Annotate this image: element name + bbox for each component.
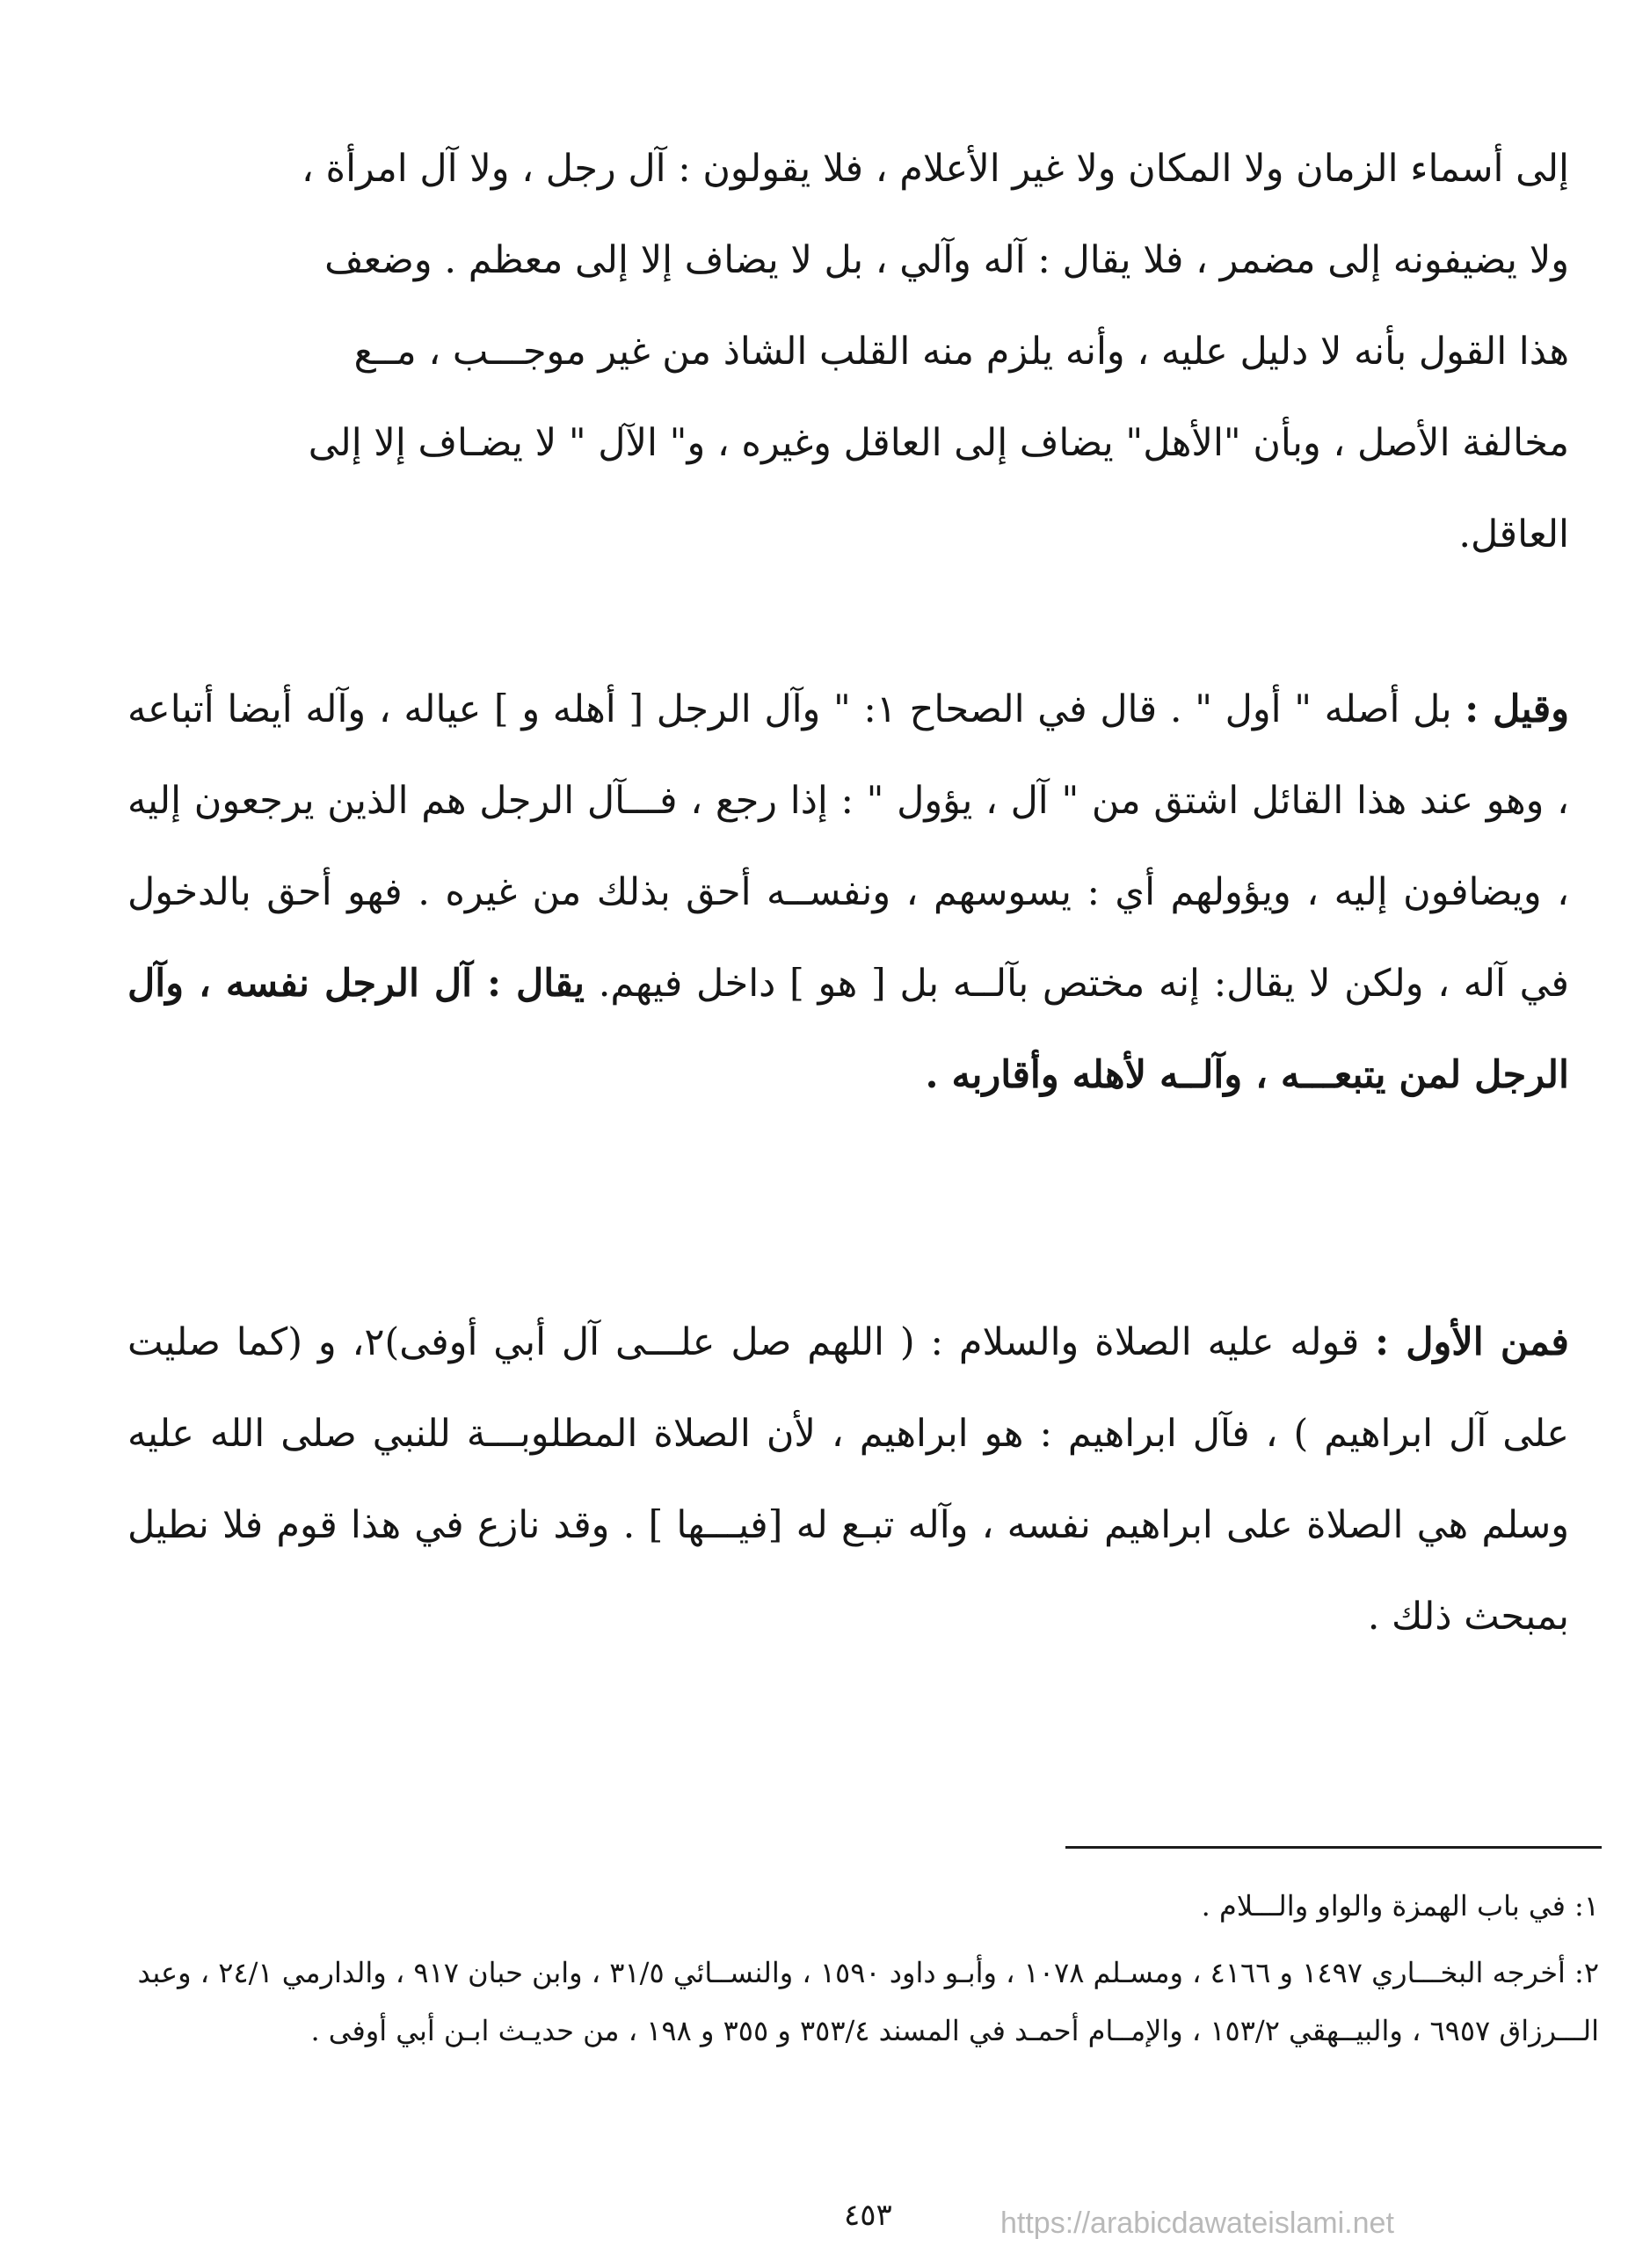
watermark-url: https://arabicdawateislami.net [1000, 2206, 1394, 2240]
paragraph-2-body: بل أصله " أول " . قال في الصحاح ١: " وآل الرجل [ أهله و ] عياله ، وآله أيضا أتباعه ، وهو عند هذا القائل اشتق من " آل ، يؤول " : إذا رجع ، فـــآل الرجل هم الذين يرجعون إليه ، ويضافون إليه ، ويؤولهم أي : يسوسهم ، ونفســه أحق بذلك من غيره . فهو أحق بالدخول في آله ، ولكن لا يقال: إنه مختص بآلــه بل [ هو ] داخل فيهم. [127, 687, 1570, 1006]
paragraph-2-lead: وقيل : [1465, 687, 1569, 731]
paragraph-3-text [127, 1297, 1569, 1662]
paragraph-3 [127, 1297, 1569, 1662]
paragraph-3-body: قوله عليه الصلاة والسلام : ( اللهم صل علـــى آل أبي أوفى)٢، و (كما صليت على آل ابراهيم ) ، فآل ابراهيم : هو ابراهيم ، لأن الصلاة المطلوبـــة للنبي صلى الله عليه وسلم هي الصلاة على ابراهيم نفسه ، وآله تبـع له [فيـــها ] . وقد نازع في هذا قوم فلا نطيل بمبحث ذلك . [127, 1320, 1569, 1639]
footnote-2: ٢: أخرجه البخـــاري ١٤٩٧ و ٤١٦٦ ، ومسـلم ١٠٧٨ ، وأبـو داود ١٥٩٠ ، والنســائي ٣١/٥ ، وابن حبان ٩١٧ ، والدارمي ٢٤/١ ، وعبد الـــرزاق ٦٩٥٧ ، والبيــهقي ١٥٣/٢ ، والإمــام أحمـد في المسند ٣٥٣/٤ و ٣٥٥ و ١٩٨ ، من حديـث ابـن أبي أوفى . [137, 1956, 1599, 2047]
paragraph-1-line: هذا القول بأنه لا دليل عليه ، وأنه يلزم منه القلب الشاذ من غير موجـــب ، مــع [353, 330, 1569, 374]
paragraph-1-line: ولا يضيفونه إلى مضمر ، فلا يقال : آله وآلي ، بل لا يضاف إلا إلى معظم . وضعف [324, 238, 1569, 282]
footnote-separator [1065, 1846, 1602, 1849]
footnotes [87, 1877, 1599, 2068]
page-number: ٤٥٣ [844, 2198, 892, 2233]
paragraph-2-text [127, 664, 1569, 1121]
paragraph-1 [127, 123, 1569, 580]
footnote-1: ١: في باب الهمزة والواو والـــلام . [1201, 1889, 1599, 1923]
paragraph-3-lead: فمن الأول : [1375, 1320, 1569, 1364]
paragraph-1-line: مخالفة الأصل ، وبأن "الأهل" يضاف إلى العاقل وغيره ، و" الآل " لا يضـاف إلا إلى [308, 421, 1569, 465]
paragraph-2-bold-text: يقال : آل الرجل نفسه ، وآل الرجل لمن يتبعـــه ، وآلــه لأهله وأقاربه . [127, 962, 1569, 1097]
paragraph-1-line: العاقل. [1458, 512, 1569, 556]
paragraph-1-line: إلى أسماء الزمان ولا المكان ولا غير الأعلام ، فلا يقولون : آل رجل ، ولا آل امرأة ، [302, 147, 1569, 191]
paragraph-2 [127, 664, 1569, 1121]
paragraph-1-text [127, 123, 1569, 580]
